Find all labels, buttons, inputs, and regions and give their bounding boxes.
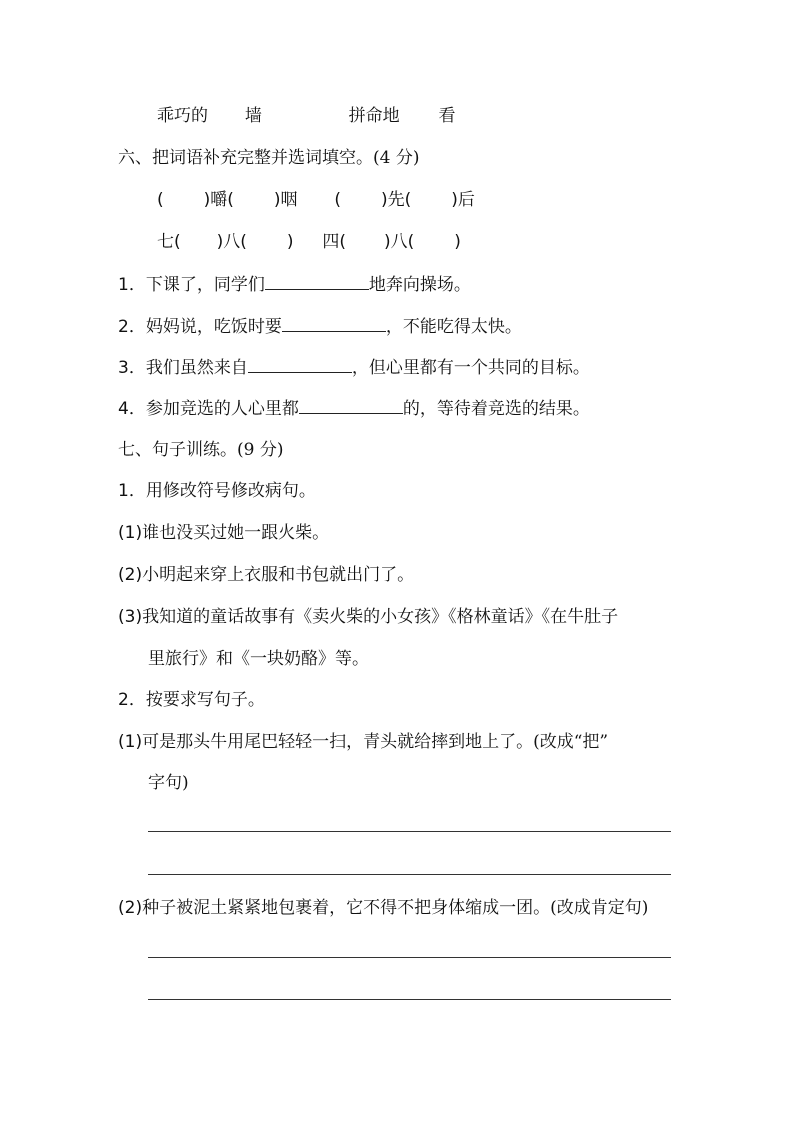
fill-question-3 <box>118 356 590 379</box>
section-7-title: 七、句子训练。 <box>118 440 237 460</box>
word-pair-row <box>157 105 455 127</box>
paren-open: ( <box>334 190 341 210</box>
fill-question-1 <box>118 273 471 296</box>
fill-question-2 <box>118 315 522 338</box>
idiom-part: )八( <box>384 232 415 252</box>
requirement-text: (改成肯定句) <box>550 898 649 918</box>
section-6-heading <box>118 147 419 169</box>
section-6-title: 六、把词语补充完整并选词填空。 <box>118 148 373 168</box>
sentence-3-cont: 里旅行》和《一块奶酪》等。 <box>148 649 369 669</box>
word-kan: 看 <box>438 106 456 126</box>
idiom-part: )嚼( <box>203 190 234 210</box>
idiom-part: ) <box>286 232 294 252</box>
question-text: ，但心里都有一个共同的目标。 <box>351 358 590 378</box>
answer-blank[interactable] <box>282 315 386 332</box>
section-7-heading <box>118 439 283 461</box>
answer-line[interactable] <box>148 957 671 958</box>
idiom-row-1 <box>157 189 475 211</box>
question-text: 2．妈妈说，吃饭时要 <box>118 317 282 337</box>
section-7-score: (9 分) <box>237 440 284 460</box>
answer-line[interactable] <box>148 831 671 832</box>
idiom-row-2 <box>157 231 461 253</box>
idiom-part: )后 <box>451 190 475 210</box>
word-guaiqiao: 乖巧的 <box>157 106 208 126</box>
question-text: 1．下课了，同学们 <box>118 275 265 295</box>
sentence-2: (2)小明起来穿上衣服和书包就出门了。 <box>118 565 415 585</box>
idiom-part: )八( <box>216 232 247 252</box>
sentence-1: (1)谁也没买过她一跟火柴。 <box>118 523 330 543</box>
idiom-part: 四( <box>322 232 346 252</box>
question-text: ，不能吃得太快。 <box>385 317 522 337</box>
answer-blank[interactable] <box>248 356 352 373</box>
word-pinming: 拼命地 <box>348 106 400 126</box>
word-qiang: 墙 <box>244 106 262 126</box>
answer-line[interactable] <box>148 999 671 1000</box>
paren-open: ( <box>157 190 164 210</box>
question-text: 的，等待着竞选的结果。 <box>402 399 590 419</box>
idiom-part: ) <box>454 232 461 252</box>
part-2-title: 2．按要求写句子。 <box>118 690 265 710</box>
answer-blank[interactable] <box>265 273 369 290</box>
rewrite-question-1 <box>118 731 608 753</box>
section-6-score: (4 分) <box>373 148 420 168</box>
part-1-title: 1．用修改符号修改病句。 <box>118 481 316 501</box>
rewrite-question-2 <box>118 897 648 919</box>
question-text: 地奔向操场。 <box>368 275 471 295</box>
fill-question-4 <box>118 397 590 420</box>
idiom-part: )咽 <box>273 190 298 210</box>
question-text: 4．参加竞选的人心里都 <box>118 399 299 419</box>
sentence-3: (3)我知道的童话故事有《卖火柴的小女孩》《格林童话》《在牛肚子 <box>118 607 619 627</box>
answer-blank[interactable] <box>299 397 403 414</box>
question-text: (1)可是那头牛用尾巴轻轻一扫，青头就给摔到地上了。 <box>118 732 534 752</box>
idiom-part: )先( <box>381 190 412 210</box>
requirement-text-cont: 字句) <box>148 773 189 793</box>
idiom-part: 七( <box>157 232 181 252</box>
requirement-text: (改成“把” <box>533 732 609 752</box>
question-text: 3．我们虽然来自 <box>118 358 248 378</box>
question-text: (2)种子被泥土紧紧地包裹着，它不得不把身体缩成一团。 <box>118 898 551 918</box>
answer-line[interactable] <box>148 874 671 875</box>
